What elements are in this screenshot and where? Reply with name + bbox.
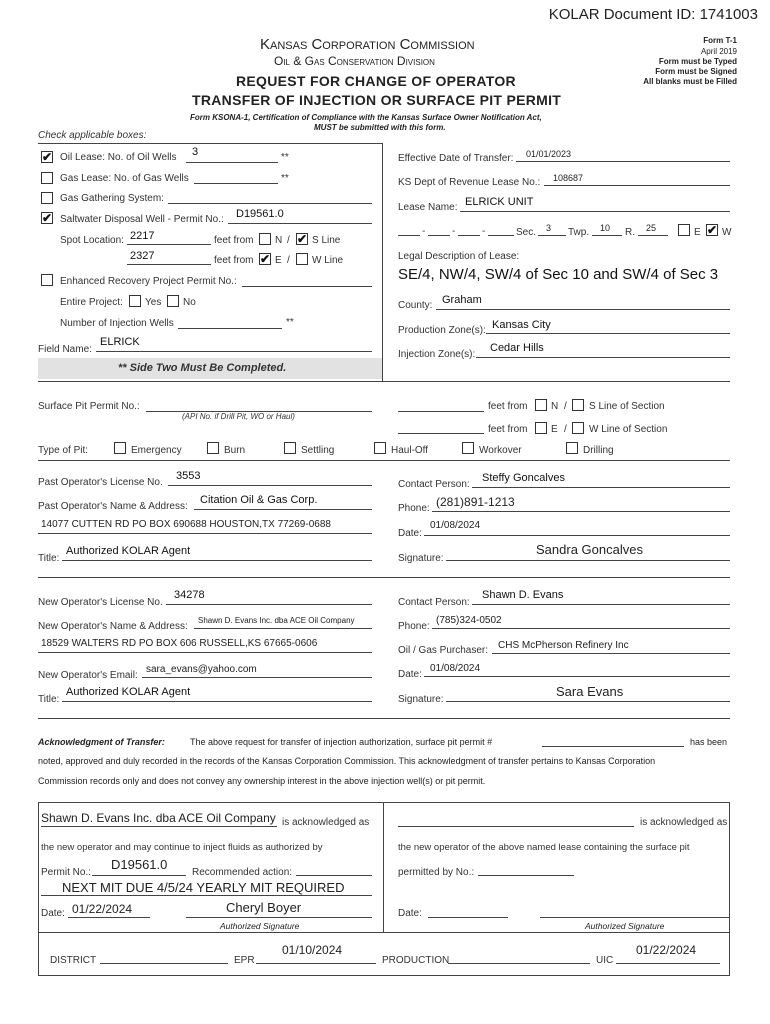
form-title-2: TRANSFER OF INJECTION OR SURFACE PIT PERMIT: [192, 92, 562, 108]
kcc-permitted-by-label: permitted by No.:: [398, 867, 475, 878]
new-contact-value[interactable]: Shawn D. Evans: [482, 589, 564, 601]
gas-gathering-label: Gas Gathering System:: [60, 193, 164, 204]
document-id: KOLAR Document ID: 1741003: [548, 6, 758, 23]
range-w-checkbox[interactable]: ✔: [707, 223, 718, 237]
ksona-note: Form KSONA-1, Certification of Compliance with the Kansas Surface Owner Notification Act,: [190, 113, 542, 122]
n-label: N: [275, 235, 283, 246]
range-w-label: W: [722, 227, 732, 238]
qtr-dash-1: -: [422, 226, 426, 237]
kcc-permit-label: Permit No.:: [41, 867, 92, 878]
pit-workover-checkbox[interactable]: [462, 442, 474, 454]
api-note: (API No. if Drill Pit, WO or Haul): [182, 412, 295, 421]
past-phone-label: Phone:: [398, 503, 430, 514]
erp-checkbox[interactable]: [41, 274, 53, 286]
prod-zone-label: Production Zone(s):: [398, 325, 486, 336]
pit-n-checkbox[interactable]: [535, 399, 547, 411]
new-signature-value[interactable]: Sara Evans: [556, 684, 624, 699]
kcc-signature-value[interactable]: Cheryl Boyer: [226, 900, 302, 915]
past-license-label: Past Operator's License No.: [38, 477, 163, 488]
past-contact-value[interactable]: Steffy Goncalves: [482, 472, 565, 484]
eff-date-label: Effective Date of Transfer:: [398, 153, 514, 164]
s-checkbox[interactable]: ✔: [297, 232, 308, 246]
form-date: April 2019: [700, 47, 737, 56]
range-e-label: E: [694, 227, 701, 238]
new-license-label: New Operator's License No.: [38, 597, 163, 608]
pit-hauloff-label: Haul-Off: [391, 445, 429, 456]
oil-wells-value[interactable]: 3: [192, 146, 199, 158]
pit-workover-label: Workover: [479, 445, 522, 456]
field-name-label: Field Name:: [38, 344, 92, 355]
qtr-dash-2: -: [452, 226, 456, 237]
new-title-label: Title:: [38, 694, 60, 705]
range-e-checkbox[interactable]: [678, 224, 690, 236]
pit-settling-label: Settling: [301, 445, 335, 456]
pit-emergency-checkbox[interactable]: [114, 442, 126, 454]
ack-section-border: [38, 718, 730, 719]
division-name: Oil & Gas Conservation Division: [274, 54, 435, 68]
twp-label: Twp.: [568, 227, 590, 238]
kcc-left-is-ack: is acknowledged as: [282, 817, 370, 828]
pit-burn-checkbox[interactable]: [207, 442, 219, 454]
pit-slash-1: /: [564, 401, 567, 412]
sec-value[interactable]: 3: [546, 223, 552, 233]
kcc-date-value[interactable]: 01/22/2024: [72, 902, 133, 916]
new-phone-value[interactable]: (785)324-0502: [436, 615, 502, 626]
new-name-value[interactable]: Shawn D. Evans Inc. dba ACE Oil Company: [198, 616, 355, 625]
gas-lease-label: Gas Lease: No. of Gas Wells: [60, 173, 189, 184]
oil-lease-checkbox[interactable]: ✔: [42, 150, 53, 164]
pit-s-label: S Line of Section: [589, 401, 665, 412]
ack-has-been: has been: [690, 737, 728, 747]
ack-text-2: noted, approved and duly recorded in the records of the Kansas Corporation Commission. This acknowledgment of transfer pertains to Kansas Corporation: [38, 756, 656, 766]
s-line-label: S Line: [312, 235, 341, 246]
epr-date-value[interactable]: 01/10/2024: [282, 943, 343, 957]
inj-zone-label: Injection Zone(s):: [398, 349, 476, 360]
pit-slash-2: /: [564, 424, 567, 435]
legal-desc-label: Legal Description of Lease:: [398, 251, 520, 262]
form-title-1: REQUEST FOR CHANGE OF OPERATOR: [236, 73, 516, 89]
legal-desc-value[interactable]: SE/4, NW/4, SW/4 of Sec 10 and SW/4 of Sec 3: [398, 266, 719, 283]
ksona-note-2: MUST be submitted with this form.: [314, 123, 446, 132]
new-email-value[interactable]: sara_evans@yahoo.com: [146, 664, 257, 675]
past-phone-value[interactable]: (281)891-1213: [436, 495, 515, 509]
feet-from-ew: feet from: [214, 255, 254, 266]
purchaser-label: Oil / Gas Purchaser:: [398, 645, 489, 656]
pit-e-label: E: [551, 424, 558, 435]
county-label: County:: [398, 300, 433, 311]
slash-ew: /: [287, 255, 290, 266]
pit-drilling-label: Drilling: [583, 445, 614, 456]
no-label: No: [183, 297, 196, 308]
ks-dept-label: KS Dept of Revenue Lease No.:: [398, 177, 541, 188]
erp-label: Enhanced Recovery Project Permit No.:: [60, 276, 237, 287]
spot-ns-value[interactable]: 2217: [130, 230, 155, 242]
past-date-label: Date:: [398, 528, 422, 539]
inj-zone-value[interactable]: Cedar Hills: [490, 342, 544, 354]
past-title-value[interactable]: Authorized KOLAR Agent: [66, 545, 191, 557]
w-line-label: W Line: [312, 255, 344, 266]
yes-label: Yes: [145, 297, 162, 308]
pit-burn-label: Burn: [224, 445, 246, 456]
pit-s-checkbox[interactable]: [572, 399, 584, 411]
inj-wells-stars: **: [286, 317, 294, 328]
new-section-border: [38, 577, 730, 578]
past-section-border: [38, 460, 730, 461]
kcc-mit-note[interactable]: NEXT MIT DUE 4/5/24 YEARLY MIT REQUIRED: [62, 880, 345, 895]
kcc-right-auth-sig: Authorized Signature: [585, 921, 665, 931]
purchaser-value[interactable]: CHS McPherson Refinery Inc: [498, 640, 629, 651]
lease-name-label: Lease Name:: [398, 202, 458, 213]
w-checkbox[interactable]: [296, 253, 308, 265]
new-date-label: Date:: [398, 669, 422, 680]
surface-pit-label: Surface Pit Permit No.:: [38, 401, 140, 412]
r-label: R.: [625, 227, 635, 238]
side-two-text: ** Side Two Must Be Completed.: [118, 362, 287, 374]
qtr-dash-3: -: [482, 226, 486, 237]
pit-w-checkbox[interactable]: [572, 422, 584, 434]
past-contact-label: Contact Person:: [398, 479, 470, 490]
new-contact-label: Contact Person:: [398, 597, 470, 608]
uic-date-value[interactable]: 01/22/2024: [636, 943, 697, 957]
pit-drilling-checkbox[interactable]: [566, 442, 578, 454]
gas-lease-checkbox[interactable]: [41, 172, 53, 184]
pit-settling-checkbox[interactable]: [284, 442, 296, 454]
pit-e-checkbox[interactable]: [535, 422, 547, 434]
ack-text-1: The above request for transfer of injection authorization, surface pit permit #: [190, 737, 493, 747]
production-label: PRODUCTION: [382, 955, 450, 966]
kcc-permit-value[interactable]: D19561.0: [111, 857, 168, 872]
e-label: E: [275, 255, 282, 266]
num-inj-wells-label: Number of Injection Wells: [60, 318, 174, 329]
new-title-value[interactable]: Authorized KOLAR Agent: [66, 686, 191, 698]
check-boxes-label: Check applicable boxes:: [38, 130, 147, 141]
field-name-value[interactable]: ELRICK: [100, 336, 140, 348]
new-phone-label: Phone:: [398, 621, 430, 632]
past-address-value[interactable]: 14077 CUTTEN RD PO BOX 690688 HOUSTON,TX 77269-0688: [41, 519, 331, 530]
new-date-value[interactable]: 01/08/2024: [430, 663, 481, 674]
section-top-border: [38, 143, 382, 144]
routing-box: [38, 932, 730, 976]
form-id: Form T-1: [703, 36, 737, 45]
section-divider: [382, 143, 383, 381]
kcc-right-text: the new operator of the above named lease containing the surface pit: [398, 842, 690, 853]
pit-hauloff-checkbox[interactable]: [374, 442, 386, 454]
past-title-label: Title:: [38, 553, 60, 564]
kcc-left-text: the new operator and may continue to inject fluids as authorized by: [41, 842, 323, 853]
eff-date-value[interactable]: 01/01/2023: [526, 149, 572, 159]
past-license-value[interactable]: 3553: [176, 470, 201, 482]
district-label: DISTRICT: [50, 955, 97, 966]
r-value[interactable]: 25: [646, 223, 657, 233]
pit-emergency-label: Emergency: [131, 445, 182, 456]
org-name: Kansas Corporation Commission: [260, 36, 475, 53]
oil-lease-label: Oil Lease: No. of Oil Wells: [60, 152, 177, 163]
type-of-pit-label: Type of Pit:: [38, 445, 89, 456]
ks-dept-value[interactable]: 108687: [553, 173, 584, 183]
pit-w-label: W Line of Section: [589, 424, 668, 435]
oil-wells-stars: **: [281, 152, 289, 163]
slash-ns: /: [287, 235, 290, 246]
kcc-left-company[interactable]: Shawn D. Evans Inc. dba ACE Oil Company: [41, 811, 276, 825]
swd-checkbox[interactable]: ✔: [42, 211, 53, 225]
kcc-date-label: Date:: [41, 908, 65, 919]
req-typed: Form must be Typed: [658, 57, 737, 66]
twp-value[interactable]: 10: [600, 223, 611, 233]
gas-gathering-checkbox[interactable]: [41, 192, 53, 204]
uic-label: UIC: [596, 955, 614, 966]
pit-feet-from-2: feet from: [488, 424, 528, 435]
kcc-right-is-ack: is acknowledged as: [640, 817, 728, 828]
ack-heading: Acknowledgment of Transfer:: [38, 737, 165, 747]
spot-ew-value[interactable]: 2327: [130, 250, 155, 262]
gas-wells-stars: **: [281, 173, 289, 184]
no-checkbox[interactable]: [167, 295, 179, 307]
new-email-label: New Operator's Email:: [38, 670, 138, 681]
past-signature-value[interactable]: Sandra Goncalves: [536, 542, 643, 557]
req-filled: All blanks must be Filled: [643, 77, 737, 86]
past-name-value[interactable]: Citation Oil & Gas Corp.: [200, 494, 318, 506]
swd-label: Saltwater Disposal Well - Permit No.:: [60, 214, 224, 225]
new-address-value[interactable]: 18529 WALTERS RD PO BOX 606 RUSSELL,KS 67665-0606: [41, 638, 318, 649]
past-name-address-label: Past Operator's Name & Address:: [38, 501, 188, 512]
new-signature-label: Signature:: [398, 694, 444, 705]
swd-permit-value[interactable]: D19561.0: [236, 208, 284, 220]
e-checkbox[interactable]: ✔: [260, 252, 271, 266]
spot-location-label: Spot Location:: [60, 235, 124, 246]
feet-from-ns: feet from: [214, 235, 254, 246]
past-signature-label: Signature:: [398, 553, 444, 564]
lease-name-value[interactable]: ELRICK UNIT: [465, 196, 534, 208]
req-signed: Form must be Signed: [655, 67, 737, 76]
county-value[interactable]: Graham: [442, 294, 482, 306]
past-date-value[interactable]: 01/08/2024: [430, 520, 481, 531]
yes-checkbox[interactable]: [129, 295, 141, 307]
n-checkbox[interactable]: [259, 233, 271, 245]
kcc-right-date-label: Date:: [398, 908, 422, 919]
pit-section-border: [38, 381, 730, 382]
kcc-recommended-label: Recommended action:: [192, 867, 293, 878]
sec-label: Sec.: [516, 227, 537, 238]
prod-zone-value[interactable]: Kansas City: [492, 319, 551, 331]
ack-text-3: Commission records only and does not convey any ownership interest in the above injection well(s) or pit permit.: [38, 776, 486, 786]
new-name-address-label: New Operator's Name & Address:: [38, 621, 188, 632]
epr-label: EPR: [234, 955, 255, 966]
pit-feet-from-1: feet from: [488, 401, 528, 412]
new-license-value[interactable]: 34278: [174, 589, 205, 601]
pit-n-label: N: [551, 401, 559, 412]
kcc-left-auth-sig: Authorized Signature: [220, 921, 300, 931]
entire-project-label: Entire Project:: [60, 297, 123, 308]
